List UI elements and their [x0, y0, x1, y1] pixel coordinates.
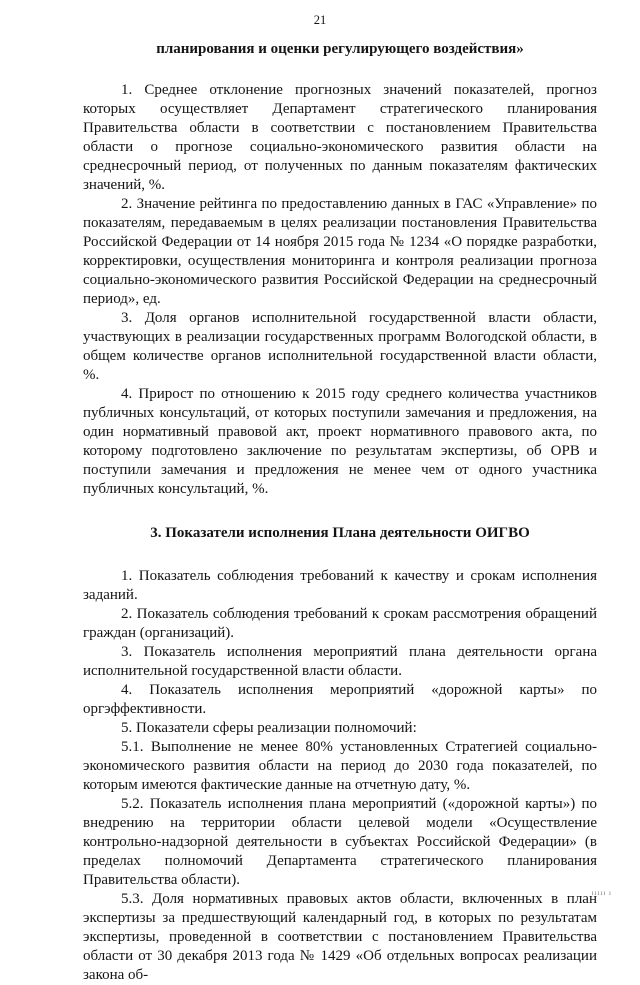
- document-body: [83, 40, 597, 985]
- list-item: 5.2. Показатель исполнения плана мероприятий («дорожной карты») по внедрению на территории области целевой модели «Осуществление контрольно-надзорной деятельности в субъектах Российской Федерации» (в пределах полномочий Департамента стратегического планирования Правительства области).: [83, 796, 597, 888]
- list-item: 5. Показатели сферы реализации полномочий:: [121, 720, 417, 736]
- list-item: 2. Значение рейтинга по предоставлению данных в ГАС «Управление» по показателям, передаваемым в целях реализации постановления Правительства Российской Федерации от 14 ноября 2015 года № 1234 «О порядке разработки, корректировки, осуществления мониторинга и контроля реализации прогноза социально-экономического развития Российской Федерации на среднесрочный период», ед.: [83, 196, 597, 307]
- list-item: 1. Показатель соблюдения требований к качеству и срокам исполнения заданий.: [83, 568, 597, 603]
- list-item: 5.1. Выполнение не менее 80% установленных Стратегией социально-экономического развития области на период до 2030 года показателей, по которым имеются фактические данные на отчетную дату, %.: [83, 739, 597, 793]
- page-number: 21: [313, 13, 327, 27]
- list-item: 4. Прирост по отношению к 2015 году среднего количества участников публичных консультаций, от которых поступили замечания и предложения, на один нормативный правовой акт, проект нормативного правового акта, по которому подготовлено заключение по результатам экспертизы, об ОРВ и поступили замечания и предложения не менее чем от одного участника публичных консультаций, %.: [83, 386, 597, 497]
- list-item: 2. Показатель соблюдения требований к срокам рассмотрения обращений граждан (организаций).: [83, 606, 597, 641]
- scan-mark: ııııı ı: [591, 889, 612, 897]
- section-heading: 3. Показатели исполнения Плана деятельности ОИГВО: [150, 525, 530, 541]
- continued-heading: планирования и оценки регулирующего воздействия»: [156, 41, 524, 57]
- intro-list: [83, 81, 597, 499]
- list-item: 5.3. Доля нормативных правовых актов области, включенных в план экспертизы за предшествующий календарный год, в которых по результатам экспертизы, проведенной в соответствии с постановлением Правительства области от 30 декабря 2013 года № 1429 «Об отдельных вопросах реализации закона об-: [83, 891, 597, 983]
- list-item: 4. Показатель исполнения мероприятий «дорожной карты» по оргэффективности.: [83, 682, 597, 717]
- list-item: 3. Показатель исполнения мероприятий плана деятельности органа исполнительной государственной власти области.: [83, 644, 597, 679]
- list-item: 1. Среднее отклонение прогнозных значений показателей, прогноз которых осуществляет Департамент стратегического планирования Правительства области в соответствии с постановлением Правительства области о прогнозе социально-экономического развития области на среднесрочный период, от полученных по данным показателям фактических значений, %.: [83, 82, 597, 193]
- list-item: 3. Доля органов исполнительной государственной власти области, участвующих в реализации государственных программ Вологодской области, в общем количестве органов исполнительной государственной власти области, %.: [83, 310, 597, 383]
- section-list: [83, 567, 597, 985]
